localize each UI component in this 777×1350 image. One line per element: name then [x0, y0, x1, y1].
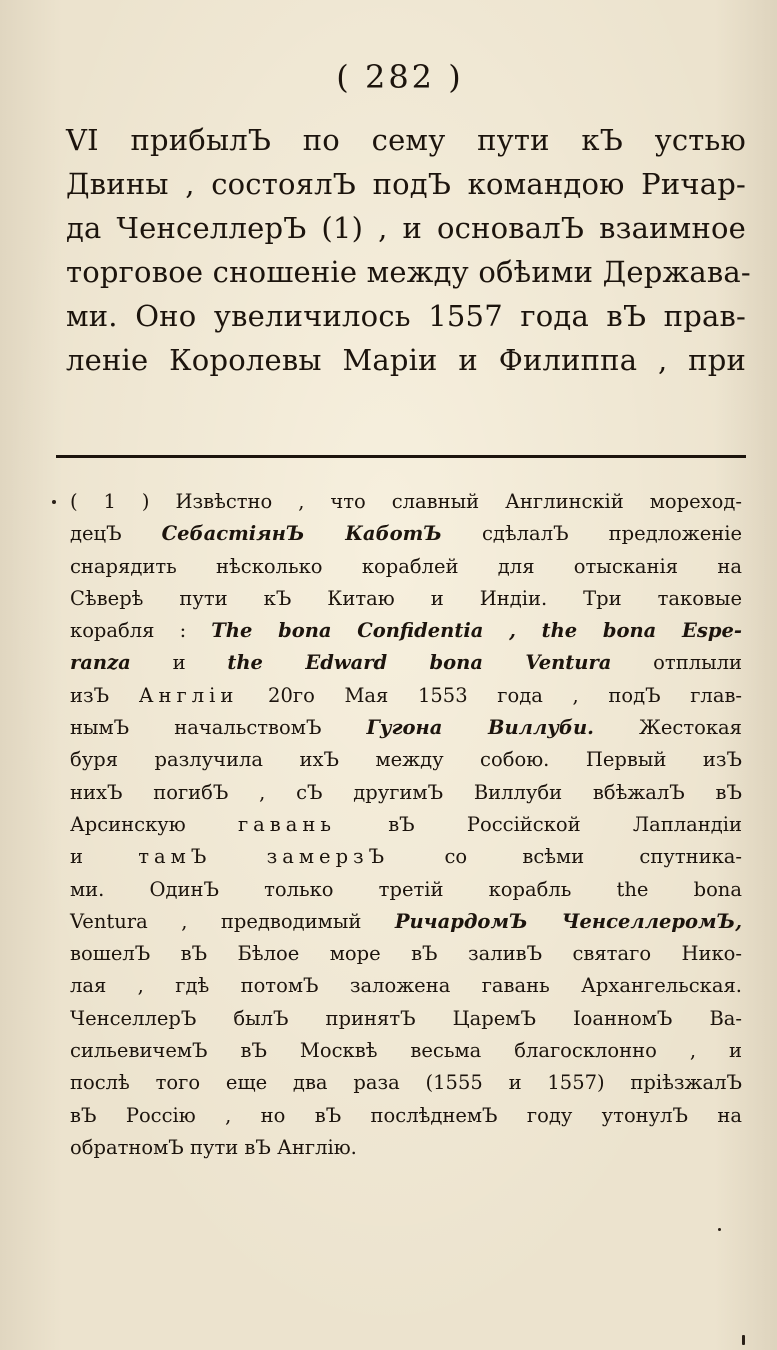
footnote-line	[70, 841, 742, 873]
footnote-line	[70, 583, 742, 615]
footnote-text: нымЪ начальствомЪ	[70, 716, 367, 740]
footnote-text: 20го Мая 1553 года , подЪ глав-	[238, 683, 743, 707]
footnote-line	[70, 874, 742, 906]
footnote-text: со всѣми спутника-	[389, 845, 743, 869]
footnote-line	[70, 486, 742, 518]
footnote-text: лая , гдѣ потомЪ заложена гавань Архангельская.	[70, 974, 742, 998]
footnote-line	[70, 809, 742, 841]
person-name-willoughby: Гугона Виллуби.	[366, 716, 594, 740]
person-name-chancellor: РичардомЪ ЧенселлеромЪ,	[394, 909, 742, 933]
spaced-word: замерзЪ	[266, 845, 390, 869]
footnote-line	[70, 777, 742, 809]
country-name-spaced: Англiи	[138, 683, 239, 707]
bleed-through-text	[340, 380, 760, 420]
footnote-line	[70, 551, 742, 583]
ink-speck	[52, 500, 56, 504]
footnote-text: сильевичемЪ вЪ Москвѣ весьма благосклонно , и	[70, 1039, 742, 1063]
footnote-text: ми. ОдинЪ только третiй корабль the bona	[70, 877, 742, 901]
footnote-line	[70, 680, 742, 712]
footnote-line	[70, 518, 742, 550]
footnote-text: вошелЪ вЪ Бѣлое море вЪ заливЪ святаго Нико-	[70, 942, 742, 966]
footnote-text: ( 1 ) Извѣстно , что славный Англинскiй мореход-	[70, 490, 742, 513]
spaced-word: тамЪ	[138, 845, 212, 869]
main-text-line: ми. Оно увеличилось 1557 года вЪ прав-	[66, 299, 746, 333]
footnote-text	[211, 845, 266, 868]
footnote-text: Жестокая	[593, 716, 742, 740]
footnote-line	[70, 1003, 742, 1035]
footnote-block	[70, 486, 742, 1164]
footnote-line	[70, 1100, 742, 1132]
ship-names: the Edward bona Ventura	[227, 651, 612, 675]
footnote-line	[70, 1067, 742, 1099]
main-text-line: ленiе Королевы Марiи и Филиппа , при	[66, 343, 746, 377]
footnote-text: вЪ Россiйской Лапландiи	[336, 812, 742, 836]
footnote-line	[70, 647, 742, 679]
main-text-line: Двины , состоялЪ подЪ командою Ричар-	[66, 167, 746, 201]
footnote-line	[70, 938, 742, 970]
person-name-cabot: СебастiянЪ КаботЪ	[161, 522, 442, 546]
footnote-text: послѣ того еще два раза (1555 и 1557) прiѣзжалЪ	[70, 1071, 742, 1095]
ink-speck	[718, 1228, 721, 1231]
ink-speck	[742, 1335, 745, 1345]
footnote-text: вЪ Россiю , но вЪ послѣднемЪ году утонулЪ на	[70, 1103, 742, 1127]
footnote-text: Ventura , предводимый	[70, 909, 395, 933]
footnote-line	[70, 615, 742, 647]
footnote-line	[70, 906, 742, 938]
footnote-line	[70, 744, 742, 776]
footnote-text: нихЪ погибЪ , сЪ другимЪ Виллуби вбѣжалЪ вЪ	[70, 780, 742, 804]
footnote-text: изЪ	[70, 683, 139, 707]
footnote-text: буря разлучила ихЪ между собою. Первый изЪ	[70, 748, 742, 772]
main-text-line: торговое сношенiе между обѣими Держава-	[66, 255, 751, 289]
footnote-text: децЪ	[70, 522, 162, 546]
ship-names: The bona Confidentia , the bona Espe-	[211, 619, 742, 643]
footnote-text: Сѣверѣ пути кЪ Китаю и Индiи. Три таковые	[70, 586, 742, 610]
main-text-block	[66, 118, 751, 382]
footnote-text: отплыли	[611, 651, 742, 675]
footnote-line	[70, 1035, 742, 1067]
footnote-text: и	[70, 845, 139, 869]
footnote-text: корабля :	[70, 619, 212, 643]
main-text-line: да ЧенселлерЪ (1) , и основалЪ взаимное	[66, 211, 746, 245]
footnote-line	[70, 712, 742, 744]
main-text-line: VI прибылЪ по сему пути кЪ устью	[66, 123, 746, 157]
footnote-text: и	[130, 651, 228, 675]
ship-names: ranza	[70, 651, 131, 675]
footnote-text: Арсинскую	[70, 812, 238, 836]
footnote-divider-rule	[56, 455, 746, 458]
page-number: ( 282 )	[336, 58, 464, 96]
footnote-line	[70, 1132, 742, 1164]
footnote-text: снарядить нѣсколько кораблей для отысканiя на	[70, 554, 742, 578]
footnote-line	[70, 970, 742, 1002]
footnote-text: сдѣлалЪ предложенiе	[441, 522, 743, 546]
footnote-text: ЧенселлерЪ былЪ принятЪ ЦаремЪ IоанномЪ Ва-	[70, 1006, 742, 1030]
spaced-word: гавань	[237, 812, 336, 836]
footnote-text: обратномЪ пути вЪ Англiю.	[70, 1135, 357, 1159]
